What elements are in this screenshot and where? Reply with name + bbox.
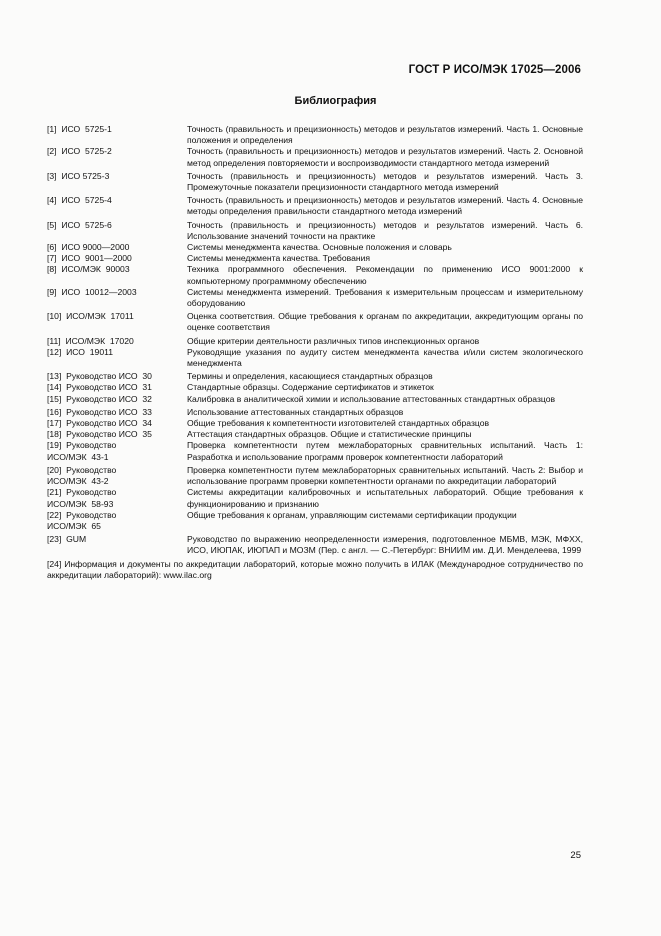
reference-item — [47, 510, 583, 532]
reference-item — [47, 336, 583, 347]
reference-item — [47, 440, 583, 462]
reference-item — [47, 311, 583, 333]
reference-text: Проверка компетентности путем межлабораторных сравнительных испытаний. Часть 2: Выбор и использование программ проверки компетентности органами по аккредитации лабораторий — [187, 464, 583, 487]
reference-item — [47, 195, 583, 217]
reference-id: [16] Руководство ИСО 33 — [47, 406, 152, 417]
reference-item — [47, 407, 583, 418]
reference-id: [3] ИСО 5725-3 — [47, 170, 110, 181]
reference-text: Общие критерии деятельности различных типов инспекционных органов — [187, 335, 480, 346]
reference-item — [47, 171, 583, 193]
reference-id: [20] Руководство ИСО/МЭК 43-2 — [47, 464, 117, 487]
reference-id: [21] Руководство ИСО/МЭК 58-93 — [47, 487, 117, 509]
reference-text: Стандартные образцы. Содержание сертификатов и этикеток — [187, 382, 434, 393]
reference-item — [47, 220, 583, 242]
reference-text: Системы аккредитации калибровочных и испытательных лабораторий. Общие требования к функционированию и признанию — [187, 487, 583, 509]
reference-text: Руководство по выражению неопределенности измерения, подготовленное МБМВ, МЭК, МФХХ, ИСО, ИЮПАК, ИЮПАП и МОЗМ (Пер. с англ. — С.-Петербург: ВНИИМ им. Д.И. Менделеева, 1999 — [187, 534, 583, 556]
reference-item-last: [24] Информация и документы по аккредитации лабораторий, которые можно получить в ИЛАК (Международное сотрудничество по аккредитации лабораторий): www.ilac.org — [47, 558, 583, 580]
reference-id: [23] GUM — [47, 534, 87, 545]
reference-item — [47, 347, 583, 369]
reference-item — [47, 394, 583, 405]
reference-item — [47, 242, 583, 253]
reference-id: [6] ИСО 9000—2000 — [47, 242, 130, 253]
reference-item — [47, 287, 583, 309]
reference-item — [47, 487, 583, 509]
reference-text: Общие требования к компетентности изготовителей стандартных образцов — [187, 418, 490, 429]
reference-text: Техника программного обеспечения. Рекомендации по применению ИСО 9001:2000 к компьютерному программному обеспечению — [187, 264, 583, 286]
reference-id: [11] ИСО/МЭК 17020 — [47, 335, 134, 346]
reference-id: [7] ИСО 9001—2000 — [47, 253, 132, 264]
reference-item — [47, 534, 583, 556]
document-header: ГОСТ Р ИСО/МЭК 17025—2006 — [408, 64, 581, 76]
reference-item — [47, 124, 583, 146]
reference-text: Точность (правильность и прецизионность) методов и результатов измерений. Часть 6. Использование значений точности на практике — [187, 219, 583, 241]
reference-text: Системы менеджмента измерений. Требования к измерительным процессам и измерительному оборудованию — [187, 286, 583, 309]
reference-id: [1] ИСО 5725-1 — [47, 124, 112, 134]
reference-item — [47, 418, 583, 429]
reference-text: Точность (правильность и прецизионность) методов и результатов измерений. Часть 2. Основной метод определения повторяемости и воспроизводимости стандартного метода измерений — [187, 146, 583, 168]
reference-id: [14] Руководство ИСО 31 — [47, 382, 152, 393]
reference-text: Точность (правильность и прецизионность) методов и результатов измерений. Часть 3. Промежуточные показатели прецизионности стандартного метода измерений — [187, 170, 583, 193]
reference-id: [8] ИСО/МЭК 90003 — [47, 264, 130, 275]
reference-id: [13] Руководство ИСО 30 — [47, 371, 152, 382]
reference-item — [47, 371, 583, 382]
reference-item — [47, 429, 583, 440]
reference-item — [47, 264, 583, 286]
reference-text: Калибровка в аналитической химии и использование аттестованных стандартных образцов — [187, 393, 556, 404]
reference-text: Точность (правильность и прецизионность) методов и результатов измерений. Часть 4. Основные методы определения правильности стандартного метода измерений — [187, 195, 583, 217]
reference-text: Оценка соответствия. Общие требования к органам по аккредитации, аккредитующим органы по оценке соответствия — [187, 311, 583, 333]
reference-text: Системы менеджмента качества. Требования — [187, 253, 371, 264]
reference-id: [22] Руководство ИСО/МЭК 65 — [47, 509, 117, 531]
reference-id: [17] Руководство ИСО 34 — [47, 418, 152, 429]
reference-id: [9] ИСО 10012—2003 — [47, 286, 137, 297]
reference-text: Термины и определения, касающиеся стандартных образцов — [187, 371, 433, 382]
reference-item — [47, 253, 583, 264]
reference-id: [19] Руководство ИСО/МЭК 43-1 — [47, 440, 117, 462]
reference-text: Использование аттестованных стандартных образцов — [187, 406, 404, 417]
reference-id: [12] ИСО 19011 — [47, 346, 114, 357]
reference-item — [47, 465, 583, 487]
reference-text: Точность (правильность и прецизионность) методов и результатов измерений. Часть 1. Основные положения и определения — [187, 124, 583, 146]
reference-text: Аттестация стандартных образцов. Общие и статистические принципы — [187, 429, 472, 440]
bibliography-list — [47, 124, 583, 581]
reference-text: Проверка компетентности путем межлабораторных сравнительных испытаний. Часть 1: Разработка и использование программ проверок компетентности лабораторий — [187, 440, 583, 462]
page-number: 25 — [570, 850, 581, 861]
reference-item — [47, 146, 583, 168]
reference-id: [15] Руководство ИСО 32 — [47, 393, 152, 404]
reference-text: Системы менеджмента качества. Основные положения и словарь — [187, 242, 452, 253]
reference-id: [2] ИСО 5725-2 — [47, 146, 112, 157]
reference-id: [4] ИСО 5725-4 — [47, 195, 112, 206]
reference-item — [47, 382, 583, 393]
page-title: Библиография — [294, 95, 377, 107]
reference-text: Общие требования к органам, управляющим системами сертификации продукции — [187, 509, 517, 520]
reference-id: [18] Руководство ИСО 35 — [47, 429, 152, 440]
reference-text: Руководящие указания по аудиту систем менеджмента качества и/или систем экологического менеджмента — [187, 346, 583, 369]
reference-id: [5] ИСО 5725-6 — [47, 219, 112, 230]
reference-id: [10] ИСО/МЭК 17011 — [47, 311, 134, 322]
